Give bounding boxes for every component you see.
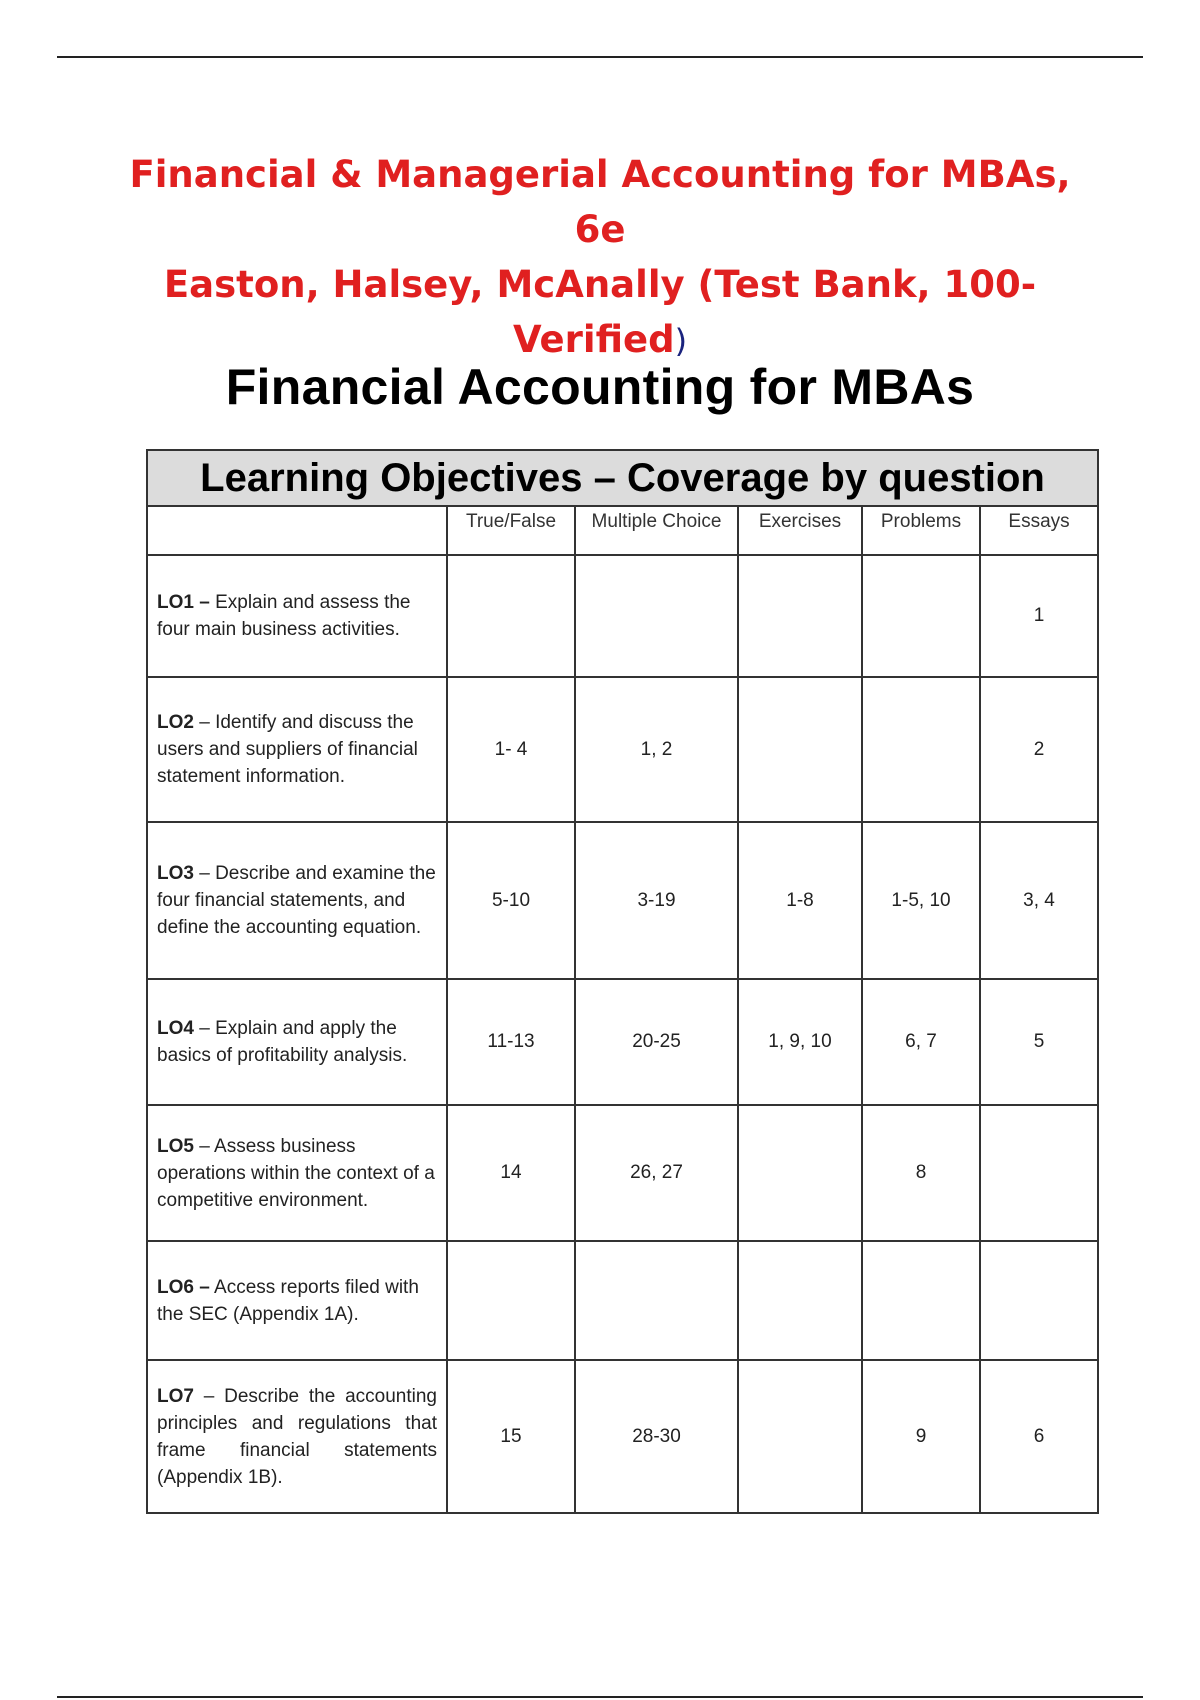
cell-multiple-choice: 1, 2: [575, 677, 738, 822]
cell-multiple-choice: 3-19: [575, 822, 738, 979]
bottom-rule: [57, 1696, 1143, 1698]
header-title-line-3-text: Verified: [512, 318, 675, 361]
header-title-close-paren: ): [674, 322, 688, 360]
cell-problems: [862, 677, 980, 822]
cell-multiple-choice: 28-30: [575, 1360, 738, 1513]
table-row: [147, 555, 1098, 677]
objective-text: – Assess business operations within the context of a competitive environment.: [157, 1135, 435, 1211]
column-header-exercises: Exercises: [738, 506, 862, 555]
column-header-multiple-choice: Multiple Choice: [575, 506, 738, 555]
objective-cell-lo7: [147, 1360, 447, 1513]
cell-essays: [980, 1105, 1098, 1241]
objective-cell-lo6: [147, 1241, 447, 1360]
table-header-row: [147, 506, 1098, 555]
cell-problems: 9: [862, 1360, 980, 1513]
table-row: [147, 1105, 1098, 1241]
cell-problems: 6, 7: [862, 979, 980, 1105]
objective-text: – Describe and examine the four financial statements, and define the accounting equation.: [157, 863, 436, 938]
document-header-title: [120, 147, 1080, 369]
objective-code: LO2: [157, 712, 194, 733]
cell-true-false: 14: [447, 1105, 575, 1241]
column-header-true-false: True/False: [447, 506, 575, 555]
objective-cell-lo3: [147, 822, 447, 979]
cell-true-false: 15: [447, 1360, 575, 1513]
objective-code: LO7: [157, 1385, 194, 1407]
cell-exercises: 1-8: [738, 822, 862, 979]
cell-exercises: 1, 9, 10: [738, 979, 862, 1105]
objective-cell-lo2: [147, 677, 447, 822]
cell-problems: [862, 555, 980, 677]
learning-objectives-table: [146, 449, 1099, 1514]
cell-true-false: [447, 555, 575, 677]
objective-text: – Explain and apply the basics of profitability analysis.: [157, 1018, 408, 1066]
cell-true-false: 1- 4: [447, 677, 575, 822]
cell-multiple-choice: [575, 555, 738, 677]
column-header-problems: Problems: [862, 506, 980, 555]
cell-multiple-choice: 20-25: [575, 979, 738, 1105]
cell-true-false: 11-13: [447, 979, 575, 1105]
top-rule: [57, 56, 1143, 58]
cell-essays: 3, 4: [980, 822, 1098, 979]
cell-exercises: [738, 677, 862, 822]
objective-code: LO4: [157, 1018, 194, 1039]
cell-problems: 8: [862, 1105, 980, 1241]
table-row: [147, 677, 1098, 822]
cell-essays: 6: [980, 1360, 1098, 1513]
objective-text: – Describe the accounting principles and regulations that frame financial statements (Appendix 1B).: [157, 1385, 437, 1488]
header-title-line-2: Easton, Halsey, McAnally (Test Bank, 100-: [163, 263, 1037, 306]
objective-text: Explain and assess the four main business activities.: [157, 592, 411, 640]
objective-text: – Identify and discuss the users and suppliers of financial statement information.: [157, 712, 418, 787]
cell-multiple-choice: [575, 1241, 738, 1360]
table-row: [147, 1360, 1098, 1513]
objective-code: LO6 –: [157, 1276, 210, 1298]
table-row: [147, 822, 1098, 979]
cell-essays: [980, 1241, 1098, 1360]
cell-essays: 2: [980, 677, 1098, 822]
objective-cell-lo4: [147, 979, 447, 1105]
objective-code: LO5: [157, 1135, 194, 1157]
cell-exercises: [738, 1105, 862, 1241]
column-header-empty: [147, 506, 447, 555]
table-banner: Learning Objectives – Coverage by question: [147, 450, 1098, 506]
objective-code: LO1 –: [157, 592, 210, 613]
header-title-line-1: Financial & Managerial Accounting for MBAs, 6e: [129, 153, 1071, 251]
cell-exercises: [738, 1360, 862, 1513]
cell-multiple-choice: 26, 27: [575, 1105, 738, 1241]
table-row: [147, 979, 1098, 1105]
cell-true-false: [447, 1241, 575, 1360]
objective-cell-lo5: [147, 1105, 447, 1241]
cell-true-false: 5-10: [447, 822, 575, 979]
cell-problems: [862, 1241, 980, 1360]
objective-cell-lo1: [147, 555, 447, 677]
table-banner-row: [147, 450, 1098, 506]
page-title: Financial Accounting for MBAs: [225, 359, 975, 415]
cell-essays: 1: [980, 555, 1098, 677]
table-row: [147, 1241, 1098, 1360]
objective-code: LO3: [157, 863, 194, 884]
cell-problems: 1-5, 10: [862, 822, 980, 979]
cell-exercises: [738, 1241, 862, 1360]
column-header-essays: Essays: [980, 506, 1098, 555]
cell-exercises: [738, 555, 862, 677]
cell-essays: 5: [980, 979, 1098, 1105]
objective-text: Access reports filed with the SEC (Appendix 1A).: [157, 1276, 419, 1325]
